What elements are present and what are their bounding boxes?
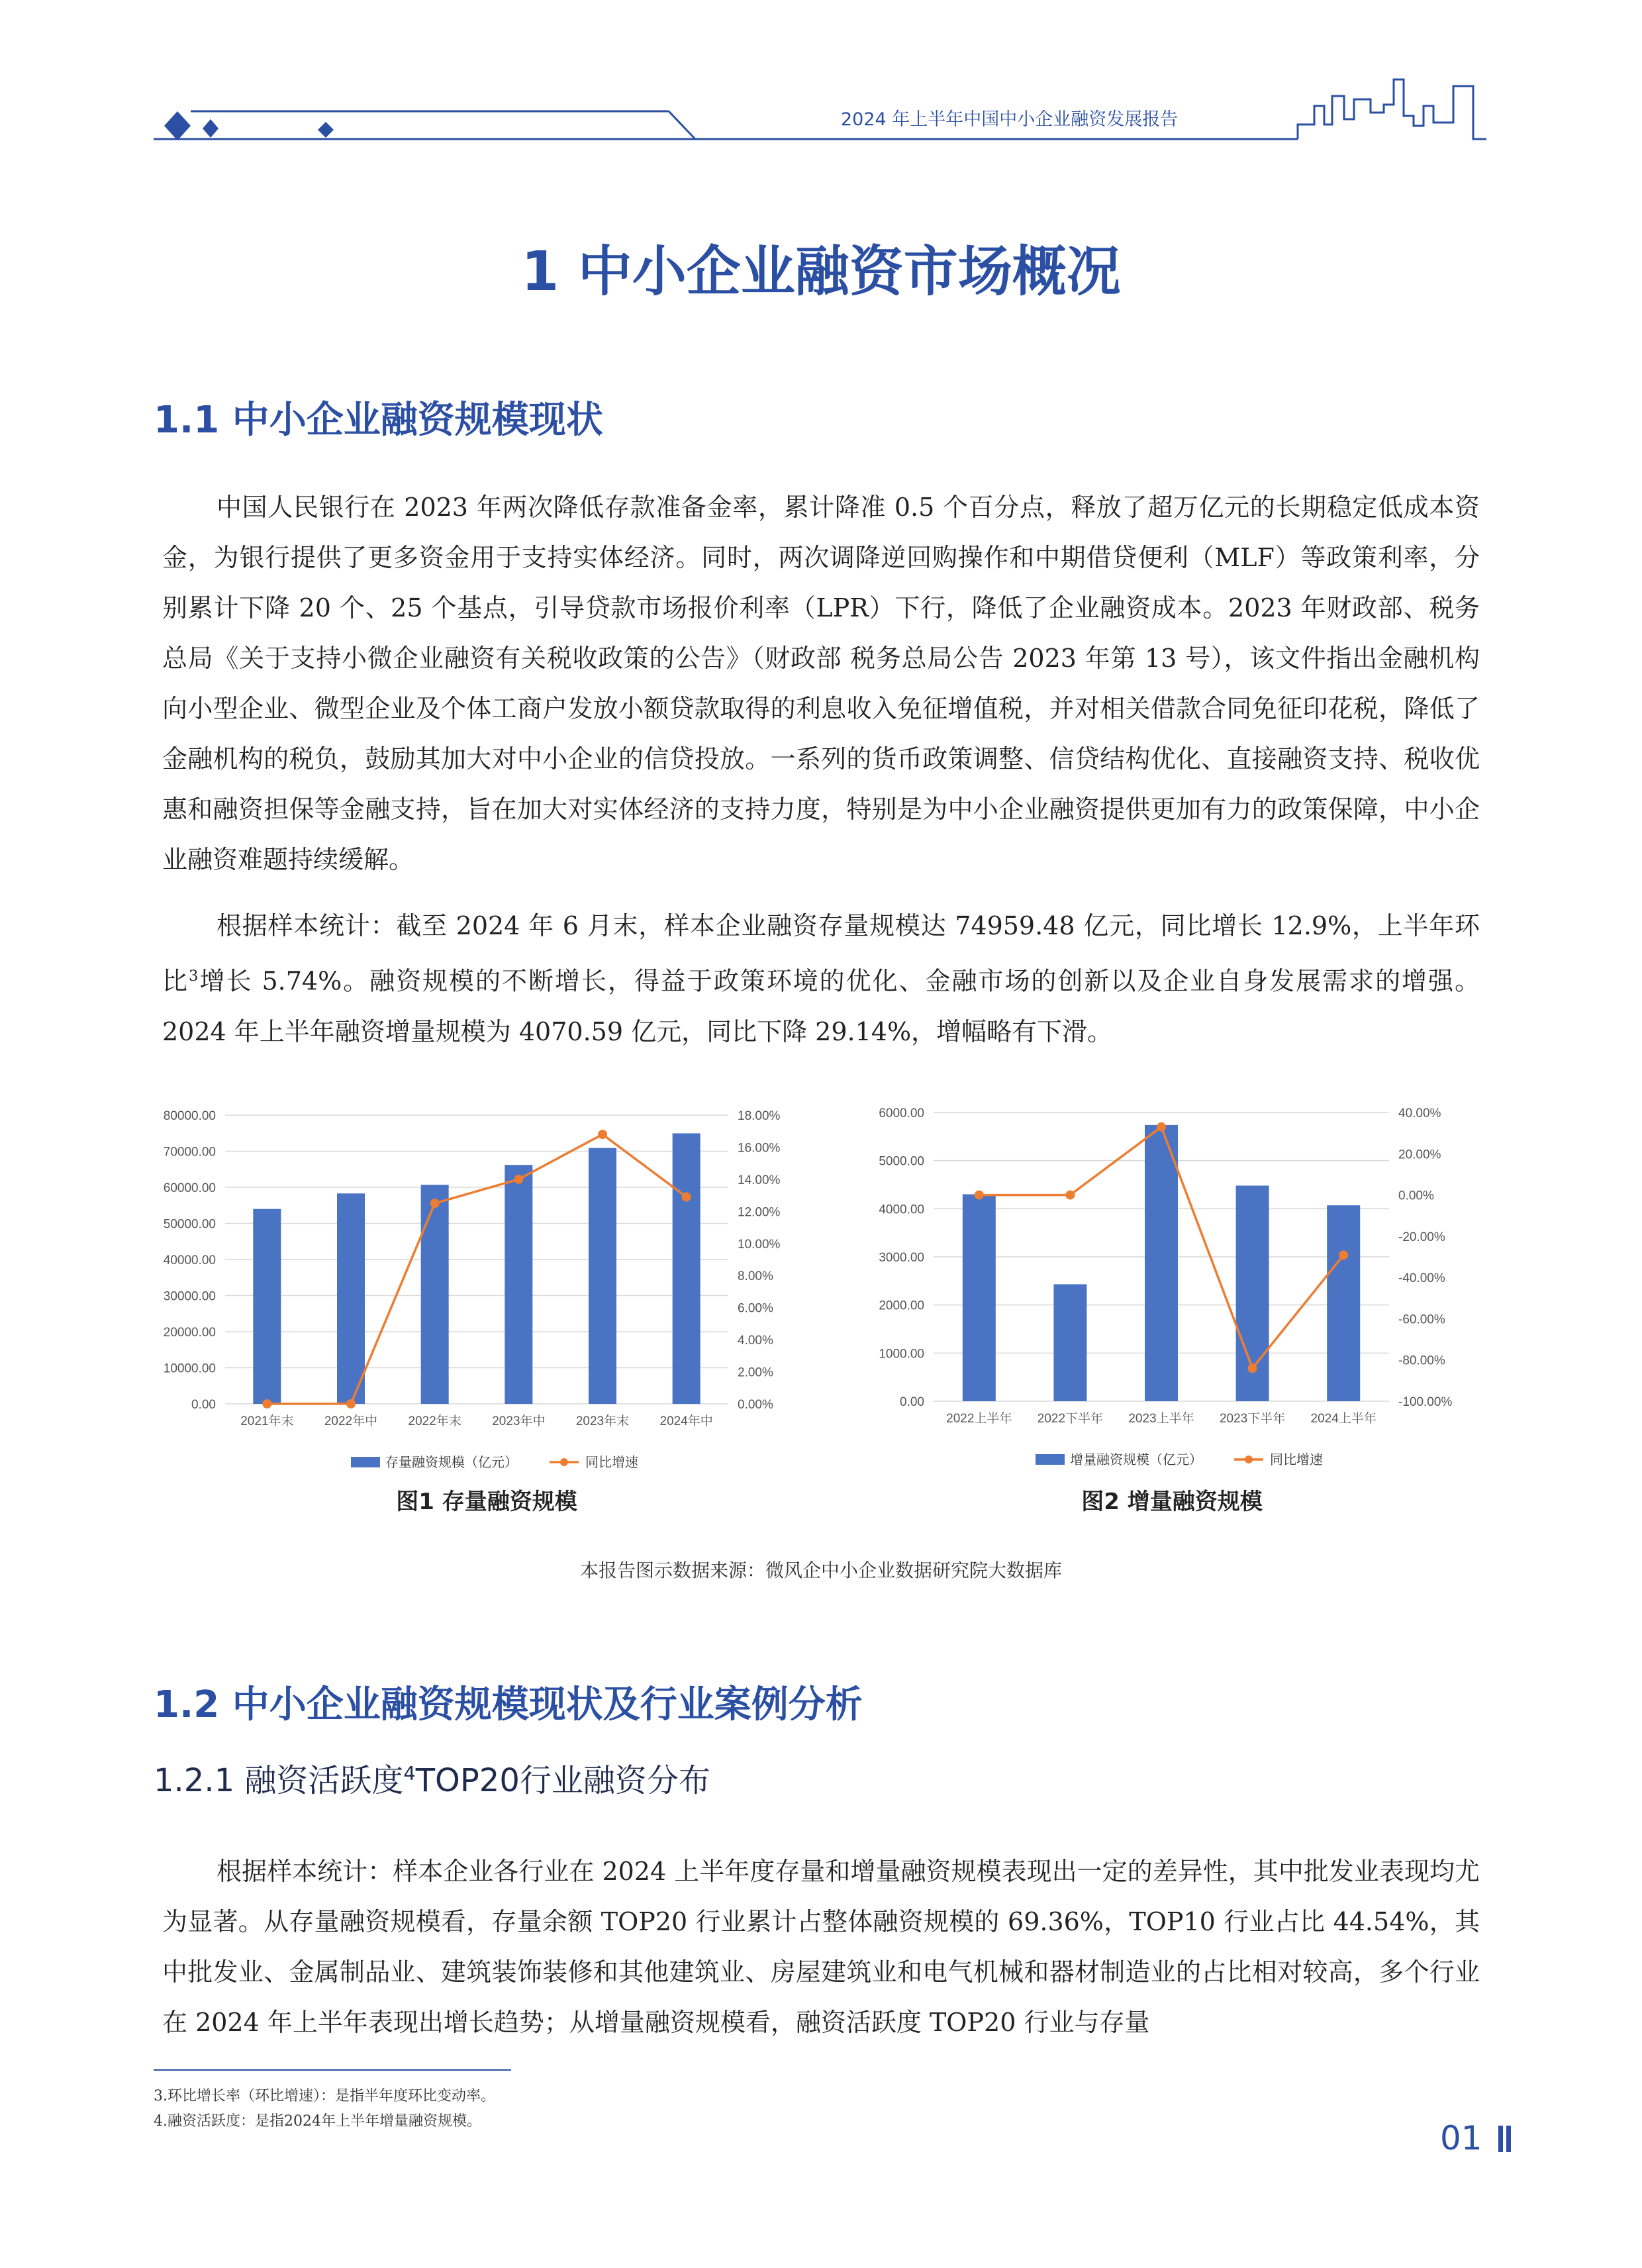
x-tick-label: 2022年末 bbox=[408, 1414, 461, 1428]
footnote-divider bbox=[154, 2069, 511, 2071]
legend-label: 增量融资规模（亿元） bbox=[1070, 1453, 1202, 1467]
bar bbox=[1053, 1284, 1087, 1401]
y-tick-label: 0.00 bbox=[900, 1395, 924, 1409]
line-point bbox=[1157, 1122, 1166, 1132]
bar bbox=[421, 1185, 449, 1404]
y-tick-label: 50000.00 bbox=[163, 1217, 216, 1232]
x-tick-label: 2022上半年 bbox=[946, 1412, 1012, 1426]
y2-tick-label: -20.00% bbox=[1398, 1230, 1445, 1244]
y2-tick-label: 8.00% bbox=[738, 1269, 773, 1284]
y-tick-label: 0.00 bbox=[191, 1398, 216, 1412]
line-point bbox=[598, 1130, 607, 1139]
x-tick-label: 2022下半年 bbox=[1037, 1412, 1104, 1426]
section-1-1-body bbox=[162, 482, 1480, 1057]
section-heading-1-1: 1.1 中小企业融资规模现状 bbox=[154, 399, 603, 442]
y-tick-label: 6000.00 bbox=[879, 1107, 924, 1120]
y-tick-label: 30000.00 bbox=[163, 1289, 216, 1304]
line-point bbox=[682, 1193, 691, 1202]
y-tick-label: 40000.00 bbox=[163, 1254, 216, 1267]
line-point bbox=[262, 1399, 271, 1408]
y-tick-label: 4000.00 bbox=[879, 1203, 924, 1217]
x-tick-label: 2021年末 bbox=[240, 1414, 294, 1428]
legend-label: 同比增速 bbox=[1270, 1453, 1323, 1467]
x-tick-label: 2023年中 bbox=[492, 1414, 546, 1428]
line-point bbox=[514, 1175, 523, 1184]
legend-label: 同比增速 bbox=[585, 1455, 638, 1470]
bar bbox=[253, 1209, 281, 1404]
legend-marker bbox=[560, 1458, 568, 1466]
footnote-4: 4.融资活跃度：是指2024年上半年增量融资规模。 bbox=[154, 2113, 481, 2130]
figure-1-caption: 图1 存量融资规模 bbox=[396, 1489, 577, 1515]
y2-tick-label: 10.00% bbox=[738, 1237, 781, 1252]
y2-tick-label: 40.00% bbox=[1398, 1107, 1441, 1120]
bar bbox=[337, 1193, 365, 1404]
y-tick-label: 2000.00 bbox=[879, 1299, 924, 1313]
bar bbox=[1145, 1125, 1178, 1401]
y2-tick-label: 20.00% bbox=[1398, 1148, 1441, 1162]
header-title: 2024 年上半年中国中小企业融资发展报告 bbox=[841, 109, 1179, 130]
x-tick-label: 2022年中 bbox=[324, 1414, 378, 1428]
x-tick-label: 2023下半年 bbox=[1219, 1412, 1286, 1426]
header-decoration bbox=[0, 0, 1642, 152]
legend-label: 存量融资规模（亿元） bbox=[385, 1455, 518, 1470]
footnote-ref: 3 bbox=[188, 967, 199, 985]
bar bbox=[673, 1133, 700, 1404]
y2-tick-label: 16.00% bbox=[738, 1141, 781, 1156]
y-tick-label: 60000.00 bbox=[163, 1181, 216, 1195]
y2-tick-label: 4.00% bbox=[738, 1334, 773, 1348]
y2-tick-label: 0.00% bbox=[1398, 1189, 1434, 1203]
chart-incremental-financing bbox=[854, 1086, 1490, 1477]
bar bbox=[1327, 1205, 1360, 1401]
chart-stock-financing bbox=[146, 1086, 828, 1477]
section-1-2-body bbox=[162, 1846, 1480, 2047]
line-point bbox=[1065, 1191, 1075, 1200]
paragraph: 根据样本统计：截至 2024 年 6 月末，样本企业融资存量规模达 74959.48 亿元，同比增长 12.9%，上半年环比$^3$增长 5.74%。融资规模的不断增长，得益于政策环境的优化、金融市场的创新以及企业自身发展需求的增强。2024 年上半年融资增量规模为 4070.59 亿元，同比下降 29.14%，增幅略有下滑。 bbox=[162, 911, 1480, 1046]
y2-tick-label: -60.00% bbox=[1398, 1312, 1445, 1327]
diamond-icon bbox=[203, 119, 218, 138]
chapter-title: 1 中小企业融资市场概况 bbox=[521, 240, 1121, 303]
x-tick-label: 2024上半年 bbox=[1310, 1412, 1376, 1426]
diamond-icon bbox=[164, 111, 191, 140]
x-tick-label: 2024年中 bbox=[659, 1414, 713, 1428]
figure-2-caption: 图2 增量融资规模 bbox=[1081, 1489, 1263, 1515]
y-tick-label: 70000.00 bbox=[163, 1145, 216, 1159]
paragraph: 根据样本统计：样本企业各行业在 2024 上半年度存量和增量融资规模表现出一定的差异性，其中批发业表现均尤为显著。从存量融资规模看，存量余额 TOP20 行业累计占整体融资规模的 69.36%，TOP10 行业占比 44.54%，其中批发业、金属制品业、建筑装饰装修和其他建筑业、房屋建筑业和电气机械和器材制造业的占比相对较高，多个行业在 2024 年上半年表现出增长趋势；从增量融资规模看，融资活跃度 TOP20 行业与存量 bbox=[162, 1857, 1480, 2037]
y2-tick-label: 6.00% bbox=[738, 1301, 773, 1316]
x-tick-label: 2023上半年 bbox=[1128, 1412, 1194, 1426]
line-point bbox=[346, 1399, 356, 1408]
subsection-heading-1-2-1: 1.2.1 融资活跃度$^4$TOP20行业融资分布 bbox=[154, 1762, 710, 1799]
y-tick-label: 5000.00 bbox=[879, 1154, 924, 1169]
line-point bbox=[430, 1199, 440, 1208]
line-point bbox=[975, 1191, 984, 1200]
y2-tick-label: -100.00% bbox=[1398, 1395, 1453, 1409]
footnote-ref: 4 bbox=[403, 1762, 416, 1785]
y2-tick-label: 0.00% bbox=[738, 1398, 773, 1412]
legend-swatch-bar bbox=[1036, 1454, 1065, 1465]
paragraph: 中国人民银行在 2023 年两次降低存款准备金率，累计降准 0.5 个百分点，释放了超万亿元的长期稳定低成本资金，为银行提供了更多资金用于支持实体经济。同时，两次调降逆回购操作和中期借贷便利（MLF）等政策利率，分别累计下降 20 个、25 个基点，引导贷款市场报价利率（LPR）下行，降低了企业融资成本。2023 年财政部、税务总局《关于支持小微企业融资有关税收政策的公告》（财政部 税务总局公告 2023 年第 13 号），该文件指出金融机构向小型企业、微型企业及个体工商户发放小额贷款取得的利息收入免征增值税，并对相关借款合同免征印花税，降低了金融机构的税负，鼓励其加大对中小企业的信贷投放。一系列的货币政策调整、信贷结构优化、直接融资支持、税收优惠和融资担保等金融支持，旨在加大对实体经济的支持力度，特别是为中小企业融资提供更加有力的政策保障，中小企业融资难题持续缓解。 bbox=[162, 493, 1480, 874]
data-source-note: 本报告图示数据来源：微风企中小企业数据研究院大数据库 bbox=[579, 1559, 1062, 1581]
legend-swatch-bar bbox=[351, 1457, 380, 1467]
y-tick-label: 1000.00 bbox=[879, 1347, 924, 1361]
footnote-3: 3.环比增长率（环比增速）：是指半年度环比变动率。 bbox=[154, 2088, 495, 2104]
y2-tick-label: -80.00% bbox=[1398, 1354, 1445, 1368]
y-tick-label: 3000.00 bbox=[879, 1251, 924, 1265]
y-tick-label: 20000.00 bbox=[163, 1326, 216, 1340]
y-tick-label: 10000.00 bbox=[163, 1361, 216, 1376]
line-point bbox=[1248, 1363, 1257, 1373]
city-skyline-icon bbox=[1298, 79, 1486, 139]
page-number: 01 bbox=[1440, 2119, 1511, 2157]
y2-tick-label: 2.00% bbox=[738, 1365, 773, 1380]
bar bbox=[589, 1148, 616, 1404]
y-tick-label: 80000.00 bbox=[163, 1109, 216, 1123]
bar bbox=[505, 1165, 532, 1404]
y2-tick-label: -40.00% bbox=[1398, 1271, 1445, 1286]
bar bbox=[963, 1195, 996, 1401]
series-line bbox=[267, 1134, 686, 1404]
y2-tick-label: 18.00% bbox=[738, 1109, 781, 1123]
y2-tick-label: 12.00% bbox=[738, 1205, 781, 1220]
x-tick-label: 2023年末 bbox=[575, 1414, 630, 1428]
y2-tick-label: 14.00% bbox=[738, 1173, 781, 1187]
legend-marker bbox=[1245, 1455, 1253, 1463]
section-heading-1-2: 1.2 中小企业融资规模现状及行业案例分析 bbox=[154, 1683, 863, 1726]
line-point bbox=[1339, 1250, 1348, 1259]
diamond-icon bbox=[318, 122, 334, 138]
